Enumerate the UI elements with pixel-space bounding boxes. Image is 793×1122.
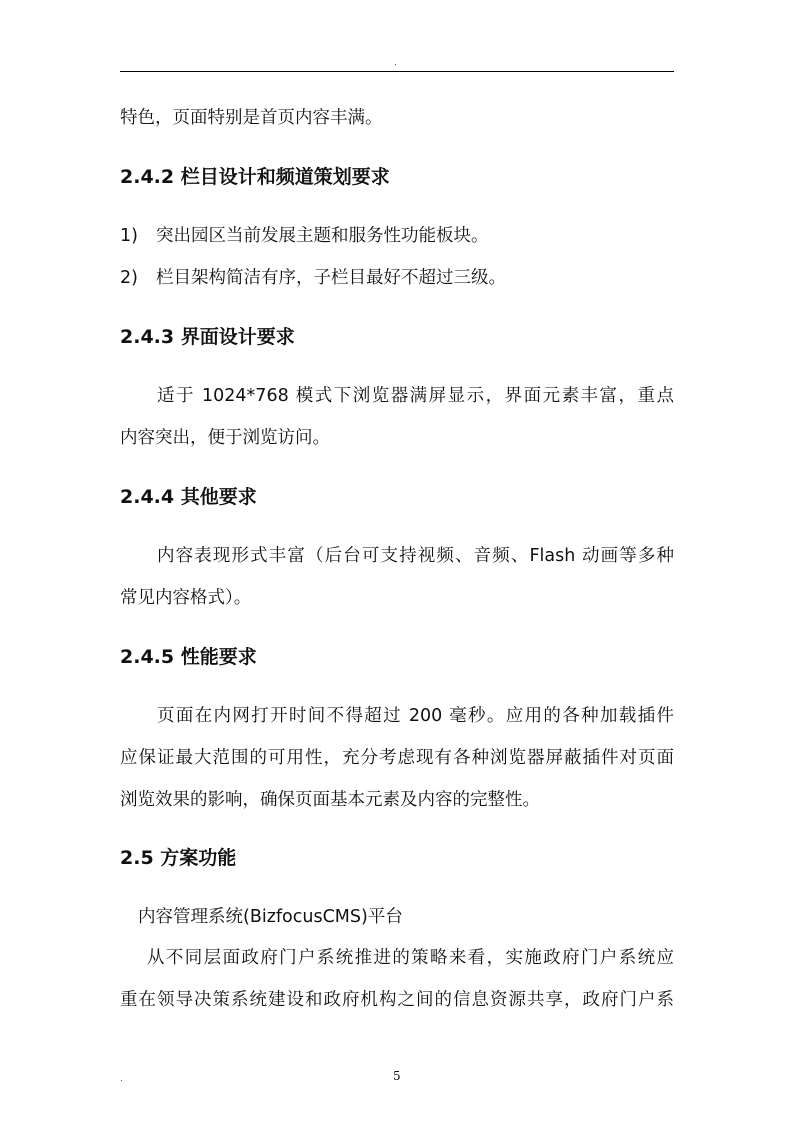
paragraph-line: 从不同层面政府门户系统推进的策略来看，实施政府门户系统应: [147, 948, 674, 968]
paragraph-line: 特色，页面特别是首页内容丰满。: [120, 108, 383, 128]
header-mark: .: [394, 58, 397, 68]
section-heading-2-4-4: 2.4.4 其他要求: [120, 486, 257, 508]
list-item-2: [120, 265, 674, 291]
section-heading-2-4-2: 2.4.2 栏目设计和频道策划要求: [120, 166, 390, 188]
page-number: 5: [393, 1069, 401, 1083]
section-heading-2-4-5: 2.4.5 性能要求: [120, 646, 257, 668]
paragraph-line: 适于 1024*768 模式下浏览器满屏显示，界面元素丰富，重点: [157, 386, 674, 406]
paragraph-line: 内容突出，便于浏览访问。: [120, 428, 330, 448]
paragraph-line: 重在领导决策系统建设和政府机构之间的信息资源共享，政府门户系: [120, 990, 674, 1010]
paragraph-line: 常见内容格式）。: [120, 588, 252, 608]
subheading: 内容管理系统(BizfocusCMS)平台: [138, 907, 403, 927]
paragraph-line: 内容表现形式丰富（后台可支持视频、音频、Flash 动画等多种: [157, 546, 674, 566]
header-rule: [120, 71, 674, 72]
paragraph-line: 浏览效果的影响，确保页面基本元素及内容的完整性。: [120, 790, 540, 810]
footer-mark: .: [120, 1074, 123, 1084]
list-item-text: 栏目架构简洁有序，子栏目最好不超过三级。: [156, 268, 506, 288]
list-item-number: 1): [120, 226, 138, 246]
list-item-text: 突出园区当前发展主题和服务性功能板块。: [156, 226, 489, 246]
section-heading-2-5: 2.5 方案功能: [120, 847, 237, 869]
paragraph-line: 应保证最大范围的可用性，充分考虑现有各种浏览器屏蔽插件对页面: [120, 748, 674, 768]
paragraph-line: 页面在内网打开时间不得超过 200 毫秒。应用的各种加载插件: [157, 706, 674, 726]
list-item-1: [120, 223, 674, 249]
section-heading-2-4-3: 2.4.3 界面设计要求: [120, 326, 295, 348]
list-item-number: 2): [120, 268, 138, 288]
